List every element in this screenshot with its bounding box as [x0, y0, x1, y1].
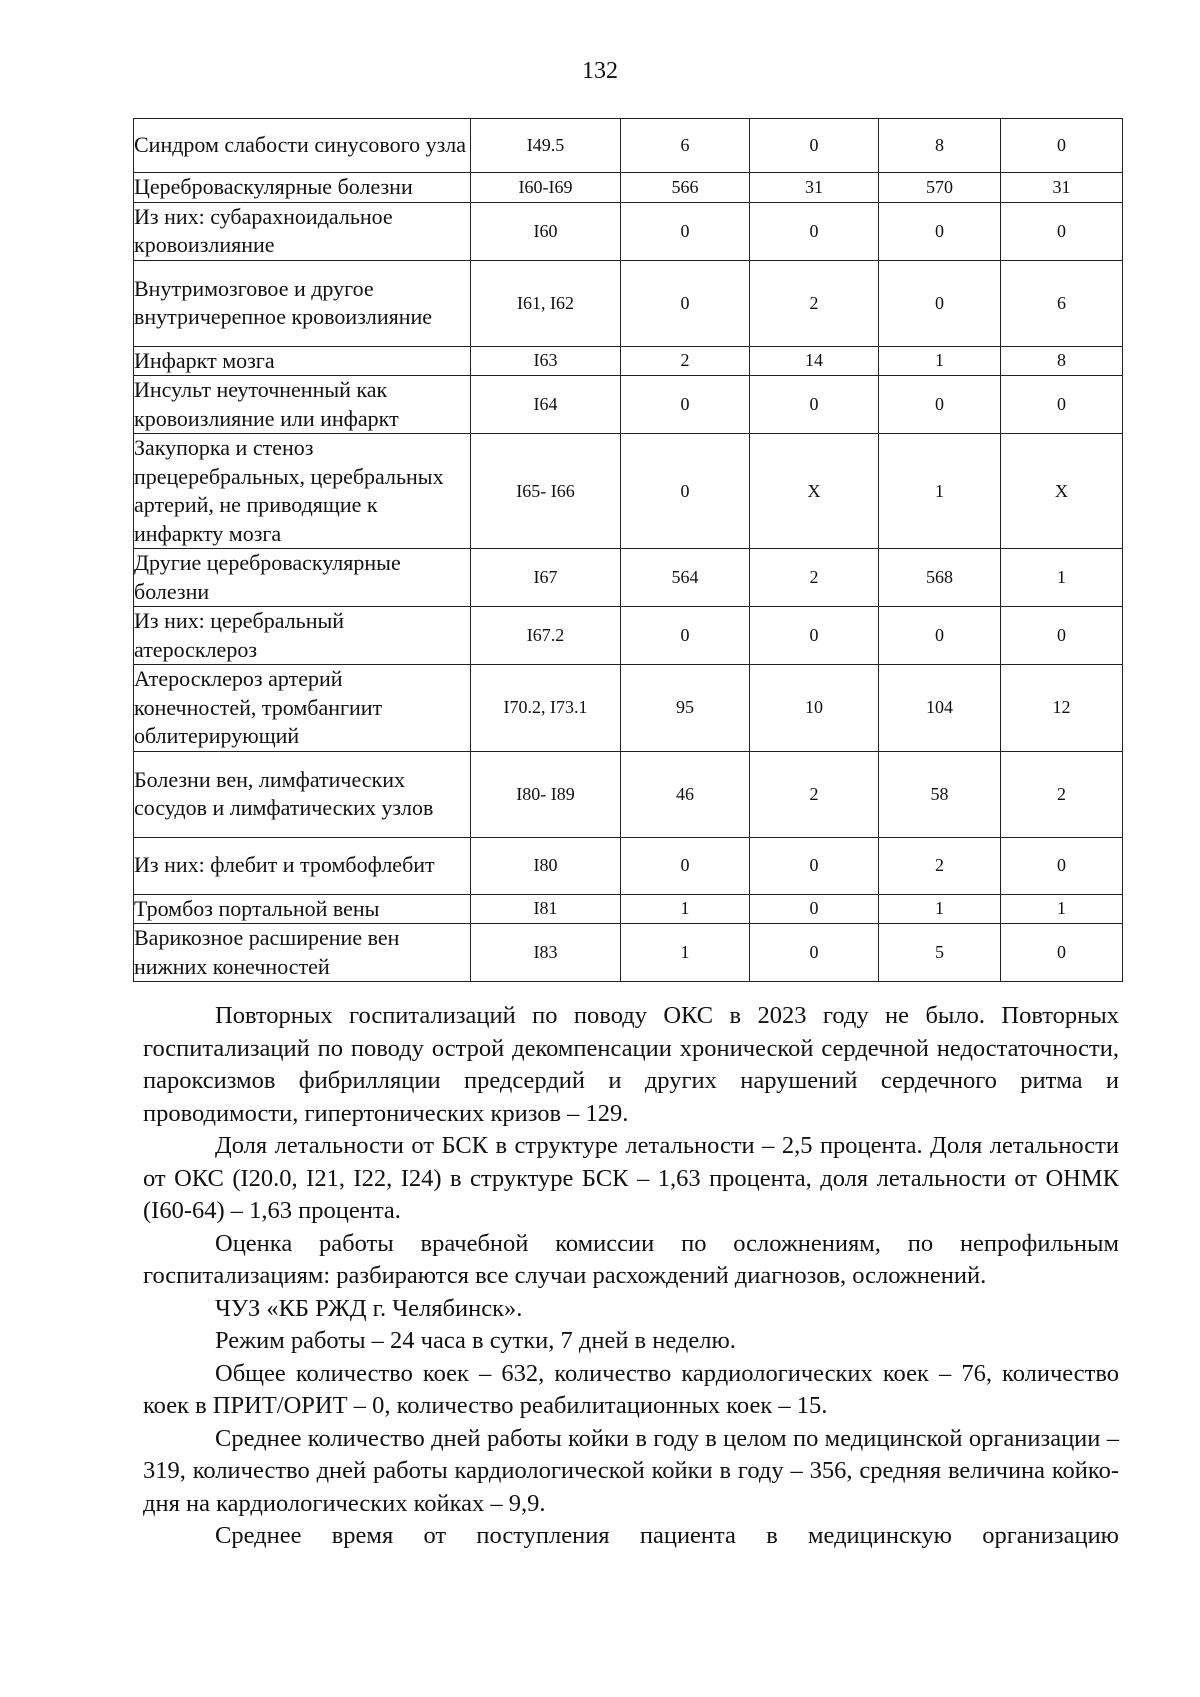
table-row [134, 260, 1123, 346]
icd-code-cell: I61, I62 [471, 260, 621, 346]
value-cell: 0 [879, 376, 1001, 434]
icd-code-cell: I83 [471, 924, 621, 982]
icd-code-cell: I65- I66 [471, 434, 621, 549]
value-cell: 2 [750, 549, 879, 607]
paragraph: Оценка работы врачебной комиссии по осложнениям, по непрофильным госпитализациям: разбираются все случаи расхождений диагнозов, осложнений. [143, 1229, 1119, 1289]
value-cell: 2 [621, 346, 750, 376]
value-cell: 0 [750, 607, 879, 665]
table-row [134, 894, 1123, 924]
table-row [134, 924, 1123, 982]
disease-name-cell: Варикозное расширение вен нижних конечностей [134, 924, 471, 982]
icd-code-cell: I64 [471, 376, 621, 434]
disease-name-cell: Из них: субарахноидальное кровоизлияние [134, 202, 471, 260]
value-cell: 0 [750, 894, 879, 924]
table-row [134, 837, 1123, 894]
icd-code-cell: I67 [471, 549, 621, 607]
value-cell: 10 [750, 665, 879, 752]
table-row [134, 549, 1123, 607]
disease-name-cell: Другие цереброваскулярные болезни [134, 549, 471, 607]
value-cell: 0 [750, 202, 879, 260]
disease-name-cell: Из них: церебральный атеросклероз [134, 607, 471, 665]
value-cell: 31 [750, 173, 879, 203]
value-cell: 0 [1001, 119, 1123, 173]
value-cell: 568 [879, 549, 1001, 607]
disease-name-cell: Из них: флебит и тромбофлебит [134, 837, 471, 894]
value-cell: 5 [879, 924, 1001, 982]
table-row [134, 202, 1123, 260]
value-cell: 2 [750, 260, 879, 346]
icd-code-cell: I80 [471, 837, 621, 894]
value-cell: 0 [879, 202, 1001, 260]
icd-code-cell: I60-I69 [471, 173, 621, 203]
paragraph: Общее количество коек – 632, количество кардиологических коек – 76, количество коек в ПРИТ/ОРИТ – 0, количество реабилитационных коек – 15. [143, 1359, 1119, 1419]
value-cell: 2 [1001, 751, 1123, 837]
value-cell: 95 [621, 665, 750, 752]
value-cell: 2 [879, 837, 1001, 894]
icd-code-cell: I49.5 [471, 119, 621, 173]
disease-statistics-table [133, 118, 1123, 982]
value-cell: 0 [750, 376, 879, 434]
value-cell: 0 [1001, 924, 1123, 982]
value-cell: 8 [1001, 346, 1123, 376]
value-cell: 0 [621, 260, 750, 346]
value-cell: 564 [621, 549, 750, 607]
value-cell: 1 [879, 894, 1001, 924]
value-cell: 1 [621, 894, 750, 924]
value-cell: 0 [1001, 376, 1123, 434]
value-cell: 8 [879, 119, 1001, 173]
disease-name-cell: Цереброваскулярные болезни [134, 173, 471, 203]
value-cell: 0 [621, 376, 750, 434]
value-cell: 104 [879, 665, 1001, 752]
disease-name-cell: Инфаркт мозга [134, 346, 471, 376]
body-text [143, 1000, 1119, 1553]
icd-code-cell: I81 [471, 894, 621, 924]
table-row [134, 346, 1123, 376]
disease-name-cell: Тромбоз портальной вены [134, 894, 471, 924]
value-cell: 0 [1001, 837, 1123, 894]
icd-code-cell: I67.2 [471, 607, 621, 665]
disease-name-cell: Внутримозговое и другое внутричерепное кровоизлияние [134, 260, 471, 346]
table-row [134, 751, 1123, 837]
page-number: 132 [582, 58, 618, 84]
value-cell: 0 [750, 837, 879, 894]
table-row [134, 434, 1123, 549]
value-cell: 0 [1001, 202, 1123, 260]
disease-name-cell: Синдром слабости синусового узла [134, 119, 471, 173]
value-cell: 0 [621, 607, 750, 665]
icd-code-cell: I63 [471, 346, 621, 376]
value-cell: 2 [750, 751, 879, 837]
value-cell: 0 [879, 260, 1001, 346]
value-cell: 1 [1001, 549, 1123, 607]
value-cell: 0 [621, 837, 750, 894]
value-cell: 6 [621, 119, 750, 173]
value-cell: 0 [1001, 607, 1123, 665]
disease-name-cell: Закупорка и стеноз прецеребральных, церебральных артерий, не приводящие к инфаркту мозга [134, 434, 471, 549]
disease-name-cell: Инсульт неуточненный как кровоизлияние или инфаркт [134, 376, 471, 434]
value-cell: 0 [750, 119, 879, 173]
value-cell: 570 [879, 173, 1001, 203]
table-row [134, 607, 1123, 665]
table-row [134, 173, 1123, 203]
icd-code-cell: I60 [471, 202, 621, 260]
table-row [134, 376, 1123, 434]
value-cell: 0 [750, 924, 879, 982]
value-cell: 1 [621, 924, 750, 982]
value-cell: 6 [1001, 260, 1123, 346]
table-row [134, 665, 1123, 752]
paragraph: Доля летальности от БСК в структуре летальности – 2,5 процента. Доля летальности от ОКС (I20.0, I21, I22, I24) в структуре БСК – 1,63 процента, доля летальности от ОНМК (I60-64) – 1,63 процента. [143, 1132, 1119, 1224]
value-cell: 0 [621, 434, 750, 549]
value-cell: 1 [879, 346, 1001, 376]
paragraph: Среднее время от поступления пациента в медицинскую организацию [215, 1522, 1119, 1549]
value-cell: 12 [1001, 665, 1123, 752]
value-cell: 1 [879, 434, 1001, 549]
paragraph: Среднее количество дней работы койки в году в целом по медицинской организации – 319, количество дней работы кардиологической койки в году – 356, средняя величина койко-дня на кардиологических койках – 9,9. [143, 1424, 1119, 1517]
disease-name-cell: Атеросклероз артерий конечностей, тромбангиит облитерирующий [134, 665, 471, 752]
value-cell: 31 [1001, 173, 1123, 203]
disease-name-cell: Болезни вен, лимфатических сосудов и лимфатических узлов [134, 751, 471, 837]
paragraph: ЧУЗ «КБ РЖД г. Челябинск». [215, 1294, 523, 1322]
value-cell: 0 [879, 607, 1001, 665]
table-row [134, 119, 1123, 173]
value-cell: 566 [621, 173, 750, 203]
value-cell: 14 [750, 346, 879, 376]
icd-code-cell: I70.2, I73.1 [471, 665, 621, 752]
value-cell: Х [1001, 434, 1123, 549]
value-cell: 58 [879, 751, 1001, 837]
paragraph: Режим работы – 24 часа в сутки, 7 дней в неделю. [215, 1327, 736, 1354]
paragraph: Повторных госпитализаций по поводу ОКС в 2023 году не было. Повторных госпитализаций по поводу острой декомпенсации хронической сердечной недостаточности, пароксизмов фибрилляции предсердий и других нарушений сердечного ритма и проводимости, гипертонических кризов – 129. [143, 1002, 1119, 1127]
icd-code-cell: I80- I89 [471, 751, 621, 837]
value-cell: 46 [621, 751, 750, 837]
value-cell: 1 [1001, 894, 1123, 924]
value-cell: Х [750, 434, 879, 549]
value-cell: 0 [621, 202, 750, 260]
